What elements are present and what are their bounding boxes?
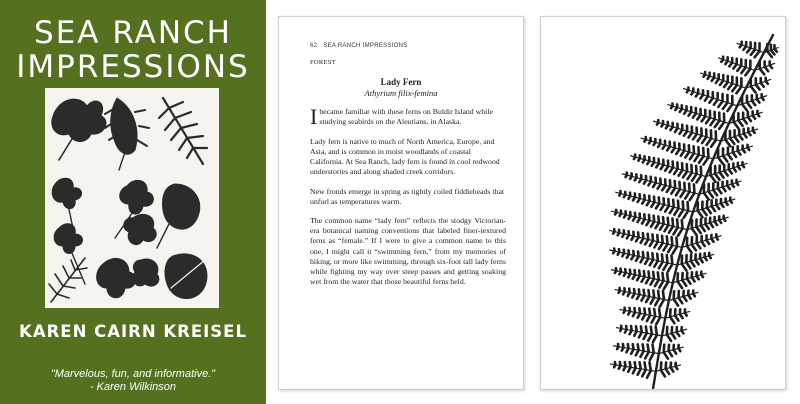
cover-title-line2: IMPRESSIONS bbox=[16, 49, 250, 85]
book-cover bbox=[0, 0, 266, 404]
cover-title-line1: SEA RANCH bbox=[34, 15, 232, 51]
running-head bbox=[310, 43, 408, 49]
body-paragraph: Ibecame familiar with these ferns on Buldir Island while studying seabirds on the Aleutians, in Alaska. bbox=[310, 104, 493, 129]
book-page-text bbox=[278, 16, 524, 390]
body-paragraph: Lady fern is native to much of North America, Europe, and Asia, and is common in moist woodlands of coastal California. At Sea Ranch, lady fern is found in cool redwood understories and along shaded creek corridors. bbox=[310, 136, 500, 176]
cover-quote bbox=[0, 368, 266, 394]
entry-body bbox=[310, 104, 506, 296]
cover-quote-attribution: - Karen Wilkinson bbox=[89, 381, 177, 393]
entry-scientific-name: Athyrium filix-femina bbox=[364, 88, 438, 98]
page-number: 62 bbox=[310, 43, 318, 49]
cover-leaf-prints-image bbox=[45, 88, 219, 308]
section-label: FOREST bbox=[310, 59, 337, 66]
cover-author: KAREN CAIRN KREISEL bbox=[19, 322, 247, 341]
body-paragraph: New fronds emerge in spring as tightly coiled fiddleheads that unfurl as temperatures warm. bbox=[310, 186, 505, 206]
book-page-fern-print bbox=[540, 16, 786, 390]
running-head-title: SEA RANCH IMPRESSIONS bbox=[323, 43, 408, 49]
cover-quote-text: "Marvelous, fun, and informative." bbox=[50, 368, 216, 380]
body-paragraph: The common name “lady fern” reflects the stodgy Victorian-era botanical naming conventions that labeled finer-textured ferns as “female.” If I were to give a common name to this one, I might call it “swimming fern,” from my memories of hiking, or more like swimming, through six-foot tall lady ferns while fighting my way over steep passes and getting soaking wet from the water that those beautiful ferns held. bbox=[310, 216, 506, 286]
fern-print-image bbox=[541, 17, 785, 389]
entry-heading: Lady Fern bbox=[380, 77, 422, 87]
